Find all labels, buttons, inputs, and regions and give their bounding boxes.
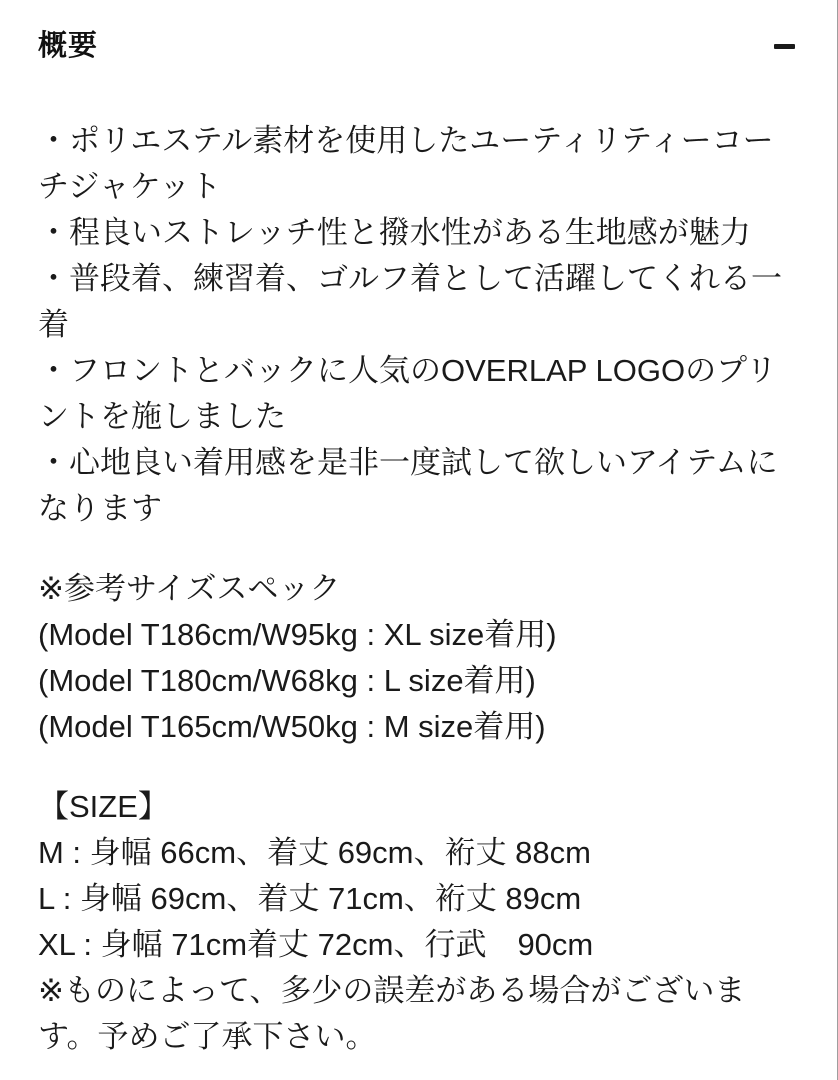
text-line: ・程良いストレッチ性と撥水性がある生地感が魅力: [38, 215, 751, 250]
text-line: なります: [38, 491, 162, 526]
text-line: ・ポリエステル素材を使用したユーティリティーコー: [38, 123, 774, 158]
text-line: ・普段着、練習着、ゴルフ着として活躍してくれる一: [38, 261, 782, 296]
text-line: (Model T165cm/W50kg : M size着用): [38, 709, 546, 744]
text-line: (Model T186cm/W95kg : XL size着用): [38, 617, 557, 652]
model-size-reference: [38, 566, 797, 750]
text-line: 【SIZE】: [38, 789, 169, 824]
text-line: ※ものによって、多少の誤差がある場合がございま: [38, 973, 746, 1008]
section-title: 概要: [38, 30, 99, 62]
text-line: M : 身幅 66cm、着丈 69cm、裄丈 88cm: [38, 835, 591, 870]
size-details: [38, 784, 797, 1060]
text-line: ・フロントとバックに人気のOVERLAP LOGOのプリ: [38, 353, 777, 388]
overview-body: [38, 118, 797, 1060]
text-line: L : 身幅 69cm、着丈 71cm、裄丈 89cm: [38, 881, 582, 916]
text-line: す。予めご了承下さい。: [38, 1019, 377, 1054]
text-line: チジャケット: [38, 169, 222, 204]
text-line: 着: [38, 307, 69, 342]
accordion-header[interactable]: [38, 26, 797, 66]
text-line: ※参考サイズスペック: [38, 571, 341, 606]
feature-list: [38, 118, 797, 532]
minus-icon: [774, 44, 795, 49]
text-line: ントを施しました: [38, 399, 286, 434]
text-line: ・心地良い着用感を是非一度試して欲しいアイテムに: [38, 445, 778, 480]
text-line: (Model T180cm/W68kg : L size着用): [38, 663, 536, 698]
text-line: XL : 身幅 71cm着丈 72cm、行武 90cm: [38, 927, 594, 962]
collapse-button[interactable]: [772, 34, 797, 59]
